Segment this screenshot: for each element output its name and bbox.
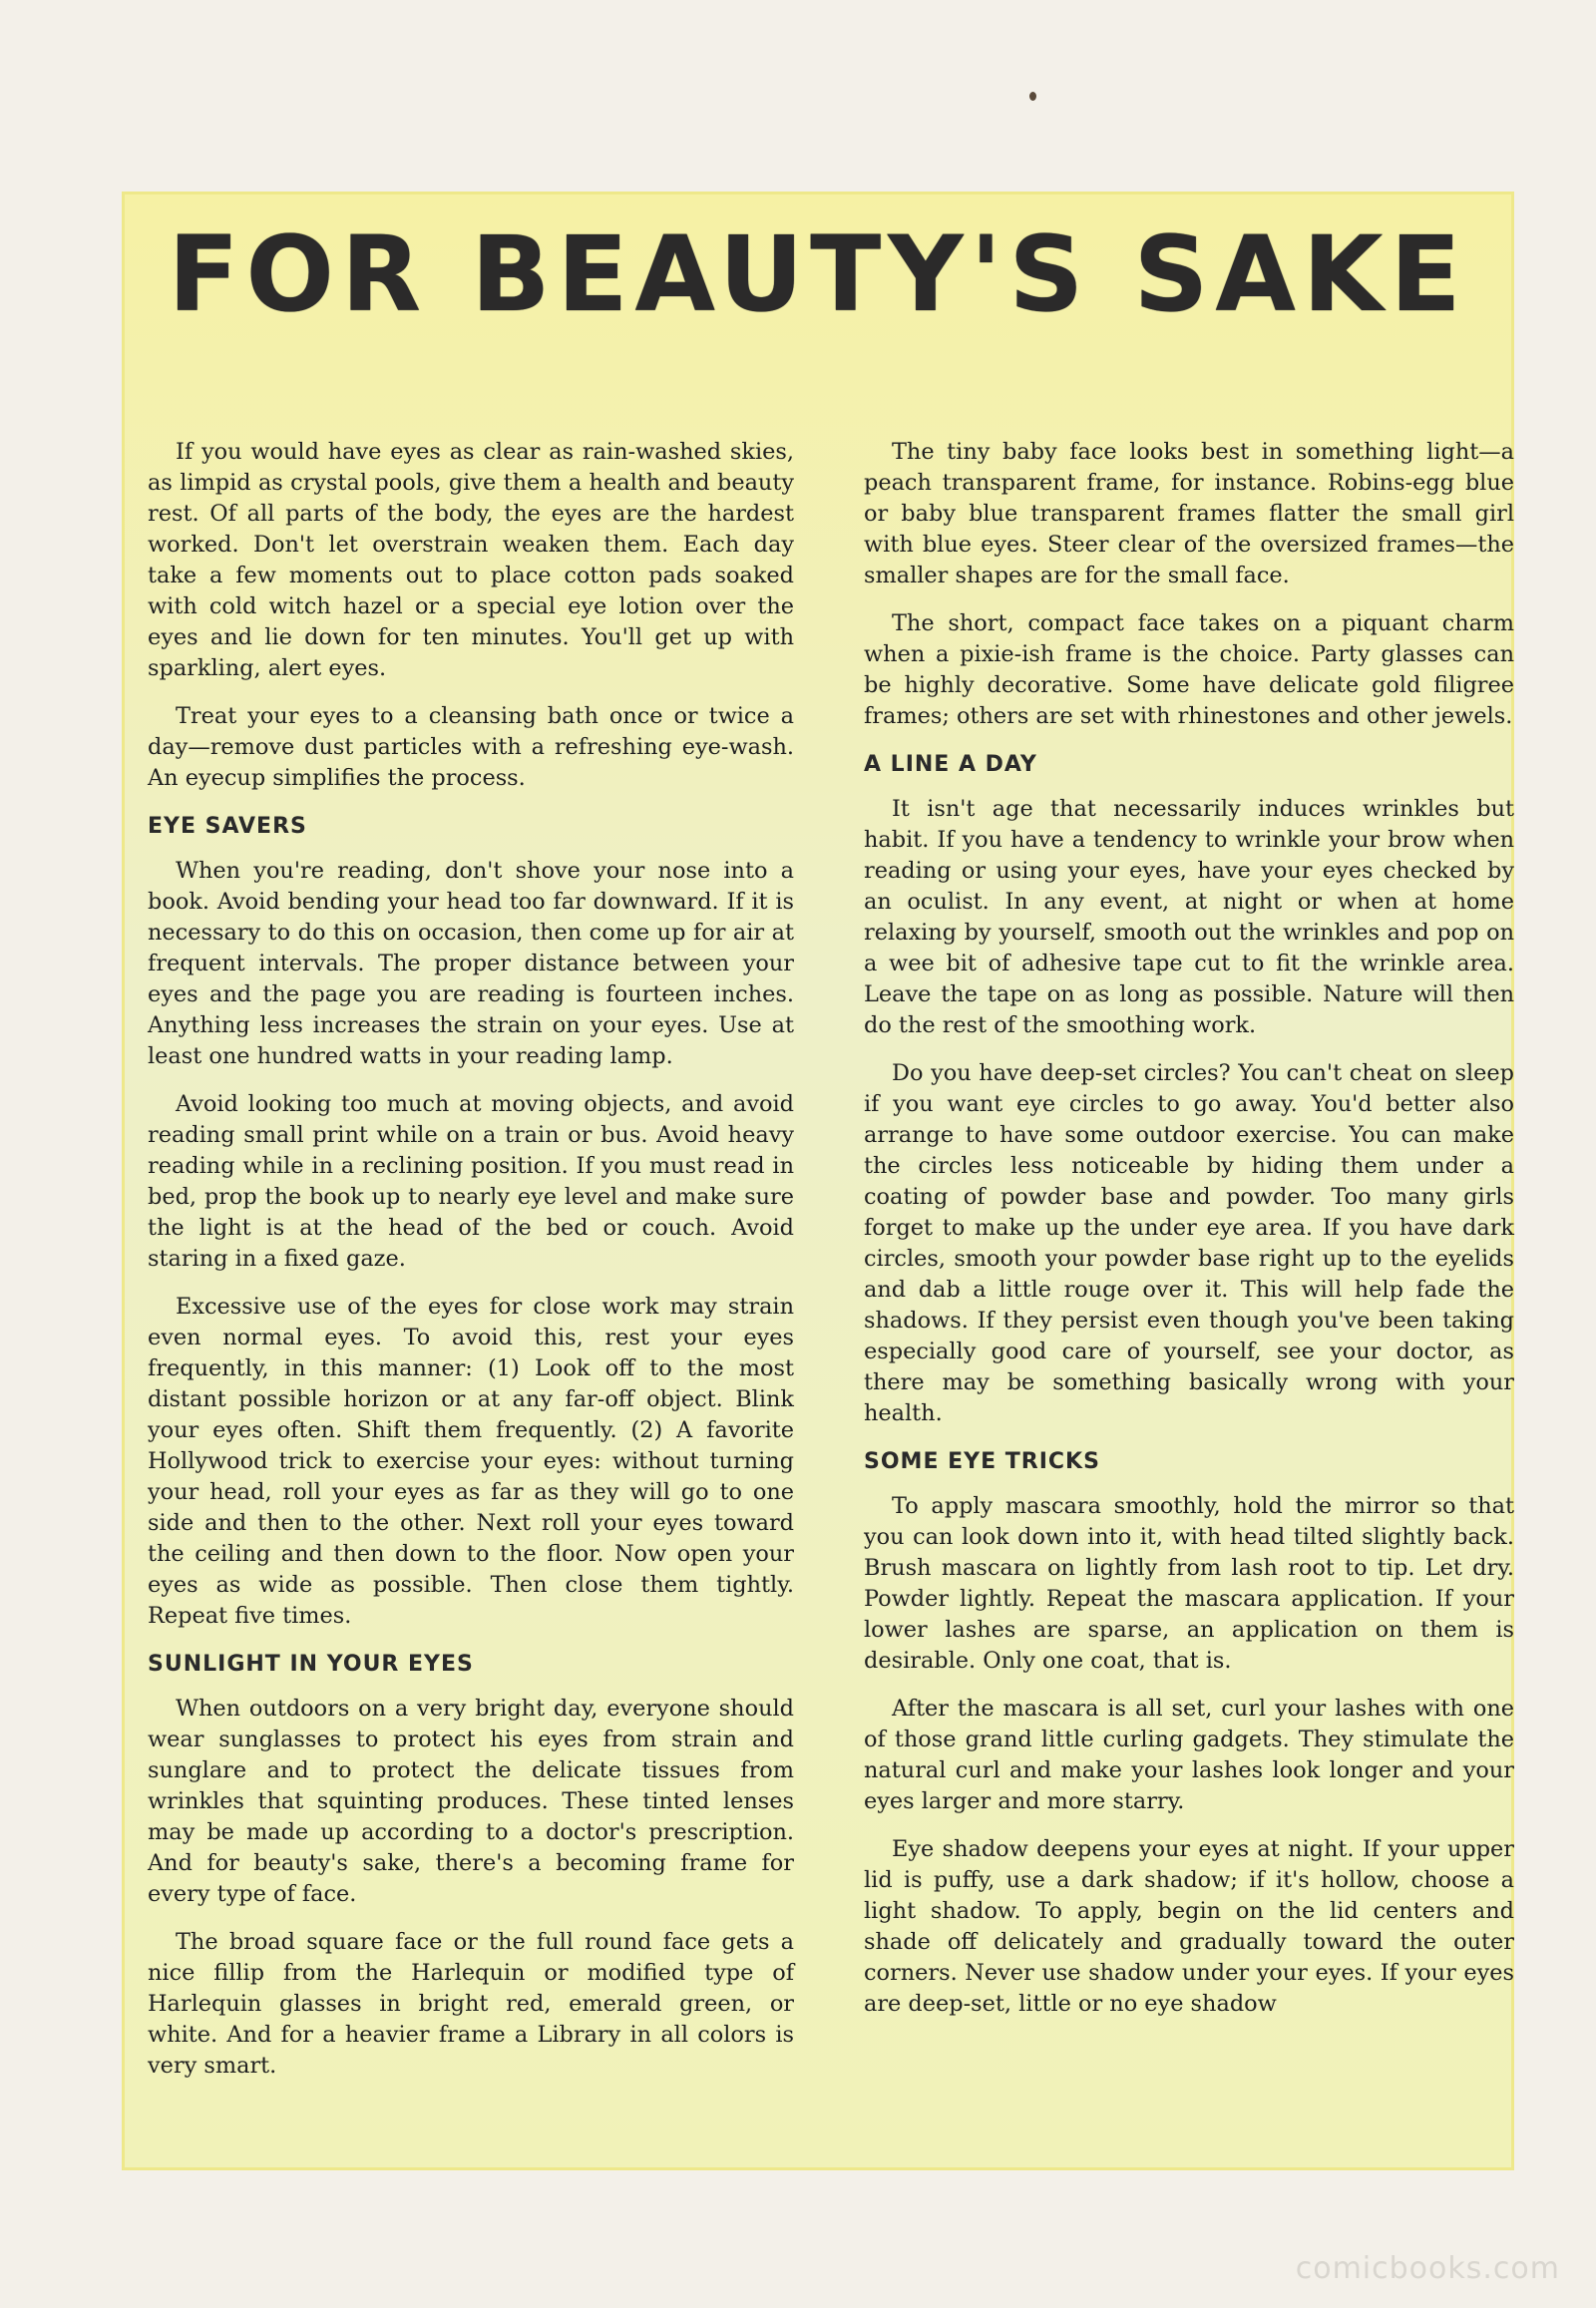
site-watermark: comicbooks.com [1295, 2251, 1560, 2286]
paragraph: Do you have deep-set circles? You can't cheat on sleep if you want eye circles to go away. You'd better also arrange to have some outdoor exercise. You can make the circles less noticeable by hiding them under a coating of powder base and powder. Too many girls forget to make up the under eye area. If you have dark circles, smooth your powder base right up to the eyelids and dab a little rouge over it. This will help fade the shadows. If they persist even though you've been taking especially good care of yourself, see your doctor, as there may be something basically wrong with your health. [864, 1060, 1514, 1426]
paragraph: The short, compact face takes on a piquant charm when a pixie-ish frame is the choice. Party glasses can be highly decorative. Some have delicate gold filigree frames; others are set with rhinestones and other jewels. [864, 610, 1514, 729]
right-column [864, 437, 1514, 2037]
section-heading-eye-tricks: SOME EYE TRICKS [864, 1449, 1100, 1474]
paragraph: Excessive use of the eyes for close work may strain even normal eyes. To avoid this, rest your eyes frequently, in this manner: (1) Look off to the most distant possible horizon or at any far-off object. Blink your eyes often. Shift them frequently. (2) A favorite Hollywood trick to exercise your eyes: without turning your head, roll your eyes as far as they will go to one side and then to the other. Next roll your eyes toward the ceiling and then down to the floor. Now open your eyes as wide as possible. Then close them tightly. Repeat five times. [148, 1294, 794, 1629]
paragraph: Avoid looking too much at moving objects, and avoid reading small print while on a train or bus. Avoid heavy reading while in a reclining position. If you must read in bed, prop the book up to nearly eye level and make sure the light is at the head of the bed or couch. Avoid staring in a fixed gaze. [148, 1091, 794, 1272]
article-title: FOR BEAUTY'S SAKE [168, 213, 1468, 335]
paragraph: Eye shadow deepens your eyes at night. If your upper lid is puffy, use a dark shadow; if it's hollow, choose a light shadow. To apply, begin on the lid centers and shade off delicately and gradually toward the outer corners. Never use shadow under your eyes. If your eyes are deep-set, little or no eye shadow [864, 1836, 1514, 2017]
section-heading-sunlight: SUNLIGHT IN YOUR EYES [148, 1652, 474, 1677]
paragraph: After the mascara is all set, curl your lashes with one of those grand little curling gadgets. They stimulate the natural curl and make your lashes look longer and your eyes larger and more starry. [864, 1696, 1514, 1814]
article-panel [122, 192, 1514, 2170]
paragraph: The broad square face or the full round face gets a nice fillip from the Harlequin or modified type of Harlequin glasses in bright red, emerald green, or white. And for a heavier frame a Library in all colors is very smart. [148, 1929, 794, 2079]
paragraph: When you're reading, don't shove your nose into a book. Avoid bending your head too far downward. If it is necessary to do this on occasion, then come up for air at frequent intervals. The proper distance between your eyes and the page you are reading is fourteen inches. Anything less increases the strain on your eyes. Use at least one hundred watts in your reading lamp. [148, 858, 794, 1069]
section-heading-eye-savers: EYE SAVERS [148, 814, 307, 839]
paragraph: When outdoors on a very bright day, everyone should wear sunglasses to protect his eyes from strain and sunglare and to protect the delicate tissues from wrinkles that squinting produces. These tinted lenses may be made up according to a doctor's prescription. And for beauty's sake, there's a becoming frame for every type of face. [148, 1696, 794, 1907]
section-heading-line-a-day: A LINE A DAY [864, 752, 1037, 777]
paragraph: The tiny baby face looks best in something light—a peach transparent frame, for instance. Robins-egg blue or baby blue transparent frames flatter the small girl with blue eyes. Steer clear of the oversized frames—the smaller shapes are for the small face. [864, 439, 1514, 588]
left-column [148, 437, 794, 2099]
paper-speck [1029, 92, 1036, 101]
paragraph: It isn't age that necessarily induces wrinkles but habit. If you have a tendency to wrinkle your brow when reading or using your eyes, have your eyes checked by an oculist. In any event, at night or when at home relaxing by yourself, smooth out the wrinkles and pop on a wee bit of adhesive tape cut to fit the wrinkle area. Leave the tape on as long as possible. Nature will then do the rest of the smoothing work. [864, 796, 1514, 1038]
paragraph: Treat your eyes to a cleansing bath once or twice a day—remove dust particles with a refreshing eye-wash. An eyecup simplifies the process. [148, 703, 794, 791]
paragraph: To apply mascara smoothly, hold the mirror so that you can look down into it, with head tilted slightly back. Brush mascara on lightly from lash root to tip. Let dry. Powder lightly. Repeat the mascara application. If your lower lashes are sparse, an application on them is desirable. Only one coat, that is. [864, 1493, 1514, 1674]
paragraph: If you would have eyes as clear as rain-washed skies, as limpid as crystal pools, give them a health and beauty rest. Of all parts of the body, the eyes are the hardest worked. Don't let overstrain weaken them. Each day take a few moments out to place cotton pads soaked with cold witch hazel or a special eye lotion over the eyes and lie down for ten minutes. You'll get up with sparkling, alert eyes. [148, 439, 794, 681]
